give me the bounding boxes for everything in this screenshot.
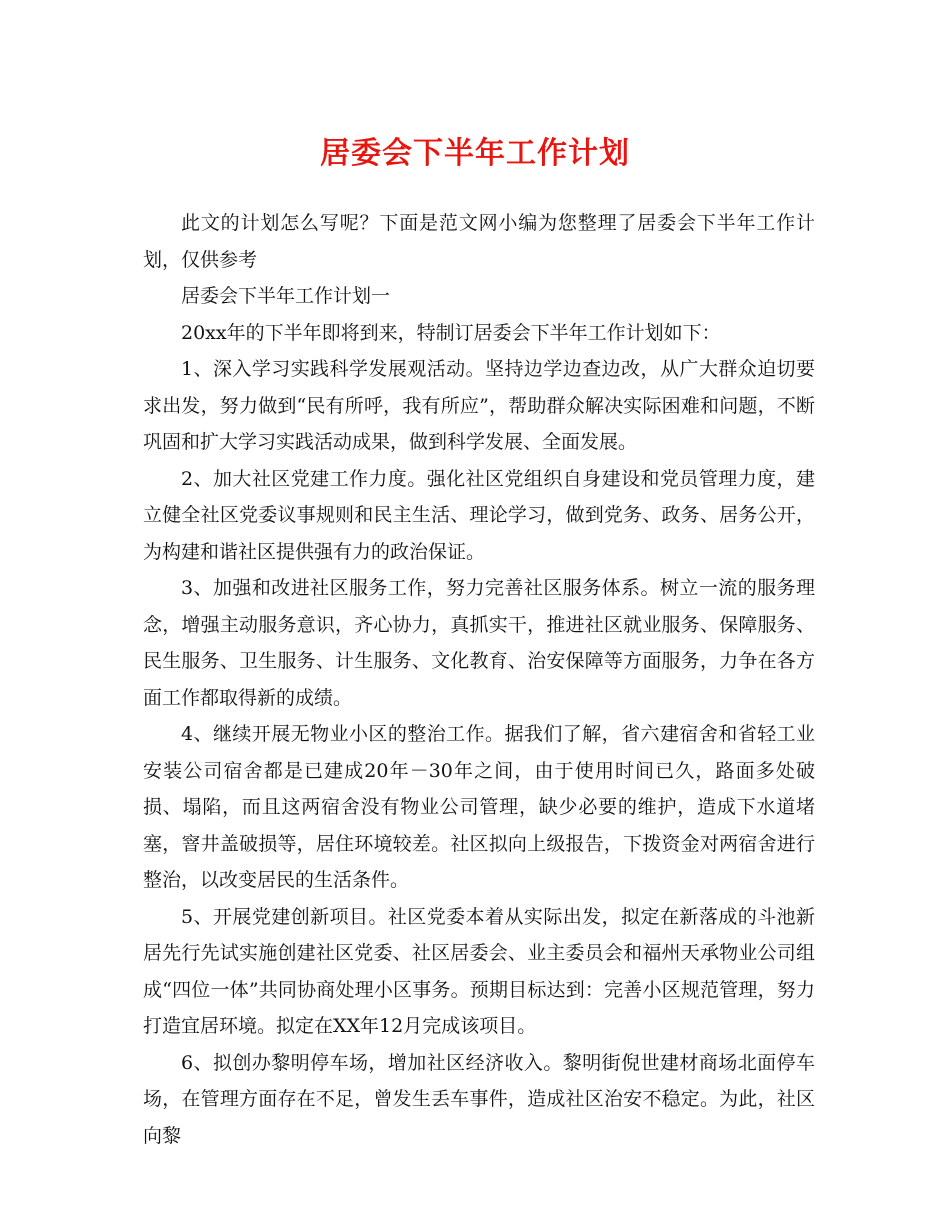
plan-item-3: 3、加强和改进社区服务工作，努力完善社区服务体系。树立一流的服务理念，增强主动服务意识，齐心协力，真抓实干，推进社区就业服务、保障服务、民生服务、卫生服务、计生服务、文化教育、治安保障等方面服务，力争在各方面工作都取得新的成绩。 <box>143 577 815 709</box>
plan-item-2: 2、加大社区党建工作力度。强化社区党组织自身建设和党员管理力度，建立健全社区党委议事规则和民主生活、理论学习，做到党务、政务、居务公开，为构建和谐社区提供强有力的政治保证。 <box>143 467 815 563</box>
plan-item-6: 6、拟创办黎明停车场，增加社区经济收入。黎明街倪世建材商场北面停车场，在管理方面存在不足，曾发生丢车事件，造成社区治安不稳定。为此，社区向黎 <box>143 1051 815 1147</box>
plan-item-4: 4、继续开展无物业小区的整治工作。据我们了解，省六建宿舍和省轻工业安装公司宿舍都是已建成20年－30年之间，由于使用时间已久，路面多处破损、塌陷，而且这两宿舍没有物业公司管理，缺少必要的维护，造成下水道堵塞，窨井盖破损等，居住环境较差。社区拟向上级报告，下拨资金对两宿舍进行整治，以改变居民的生活条件。 <box>143 723 815 891</box>
document-body <box>143 205 815 1154</box>
opening-paragraph: 20xx年的下半年即将到来，特制订居委会下半年工作计划如下： <box>181 321 721 344</box>
section-heading: 居委会下半年工作计划一 <box>181 285 391 307</box>
document-title: 居委会下半年工作计划 <box>320 136 630 171</box>
intro-paragraph: 此文的计划怎么写呢？下面是范文网小编为您整理了居委会下半年工作计划，仅供参考 <box>143 212 815 271</box>
plan-item-5: 5、开展党建创新项目。社区党委本着从实际出发，拟定在新落成的斗池新居先行先试实施创建社区党委、社区居委会、业主委员会和福州天承物业公司组成“四位一体”共同协商处理小区事务。预期目标达到：完善小区规范管理，努力打造宜居环境。拟定在XX年12月完成该项目。 <box>143 905 815 1037</box>
plan-item-1: 1、深入学习实践科学发展观活动。坚持边学边查边改，从广大群众迫切要求出发，努力做到“民有所呼，我有所应”，帮助群众解决实际困难和问题，不断巩固和扩大学习实践活动成果，做到科学发展、全面发展。 <box>143 358 815 453</box>
